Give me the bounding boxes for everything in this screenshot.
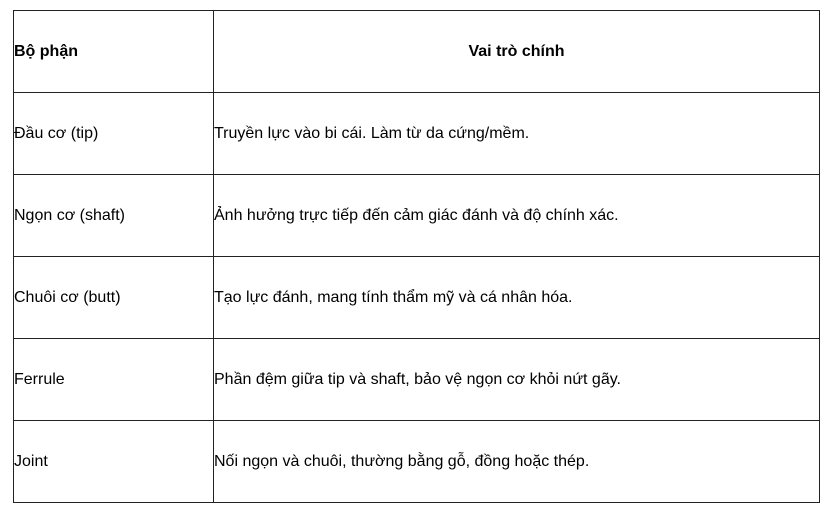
table-row bbox=[14, 257, 820, 339]
cell-role: Ảnh hưởng trực tiếp đến cảm giác đánh và độ chính xác. bbox=[214, 175, 820, 257]
header-cell-role: Vai trò chính bbox=[214, 11, 820, 93]
table-header bbox=[14, 11, 820, 93]
cell-part: Đầu cơ (tip) bbox=[14, 93, 214, 175]
cell-role: Truyền lực vào bi cái. Làm từ da cứng/mềm. bbox=[214, 93, 820, 175]
table-row bbox=[14, 175, 820, 257]
cell-role: Phần đệm giữa tip và shaft, bảo vệ ngọn cơ khỏi nứt gãy. bbox=[214, 339, 820, 421]
cell-part: Joint bbox=[14, 421, 214, 503]
table-row bbox=[14, 339, 820, 421]
header-row bbox=[14, 11, 820, 93]
parts-table bbox=[13, 10, 820, 503]
cell-role: Nối ngọn và chuôi, thường bằng gỗ, đồng hoặc thép. bbox=[214, 421, 820, 503]
cell-role: Tạo lực đánh, mang tính thẩm mỹ và cá nhân hóa. bbox=[214, 257, 820, 339]
cell-part: Chuôi cơ (butt) bbox=[14, 257, 214, 339]
cell-part: Ngọn cơ (shaft) bbox=[14, 175, 214, 257]
table-body bbox=[14, 93, 820, 503]
header-cell-part: Bộ phận bbox=[14, 11, 214, 93]
cell-part: Ferrule bbox=[14, 339, 214, 421]
table-row bbox=[14, 421, 820, 503]
table-row bbox=[14, 93, 820, 175]
